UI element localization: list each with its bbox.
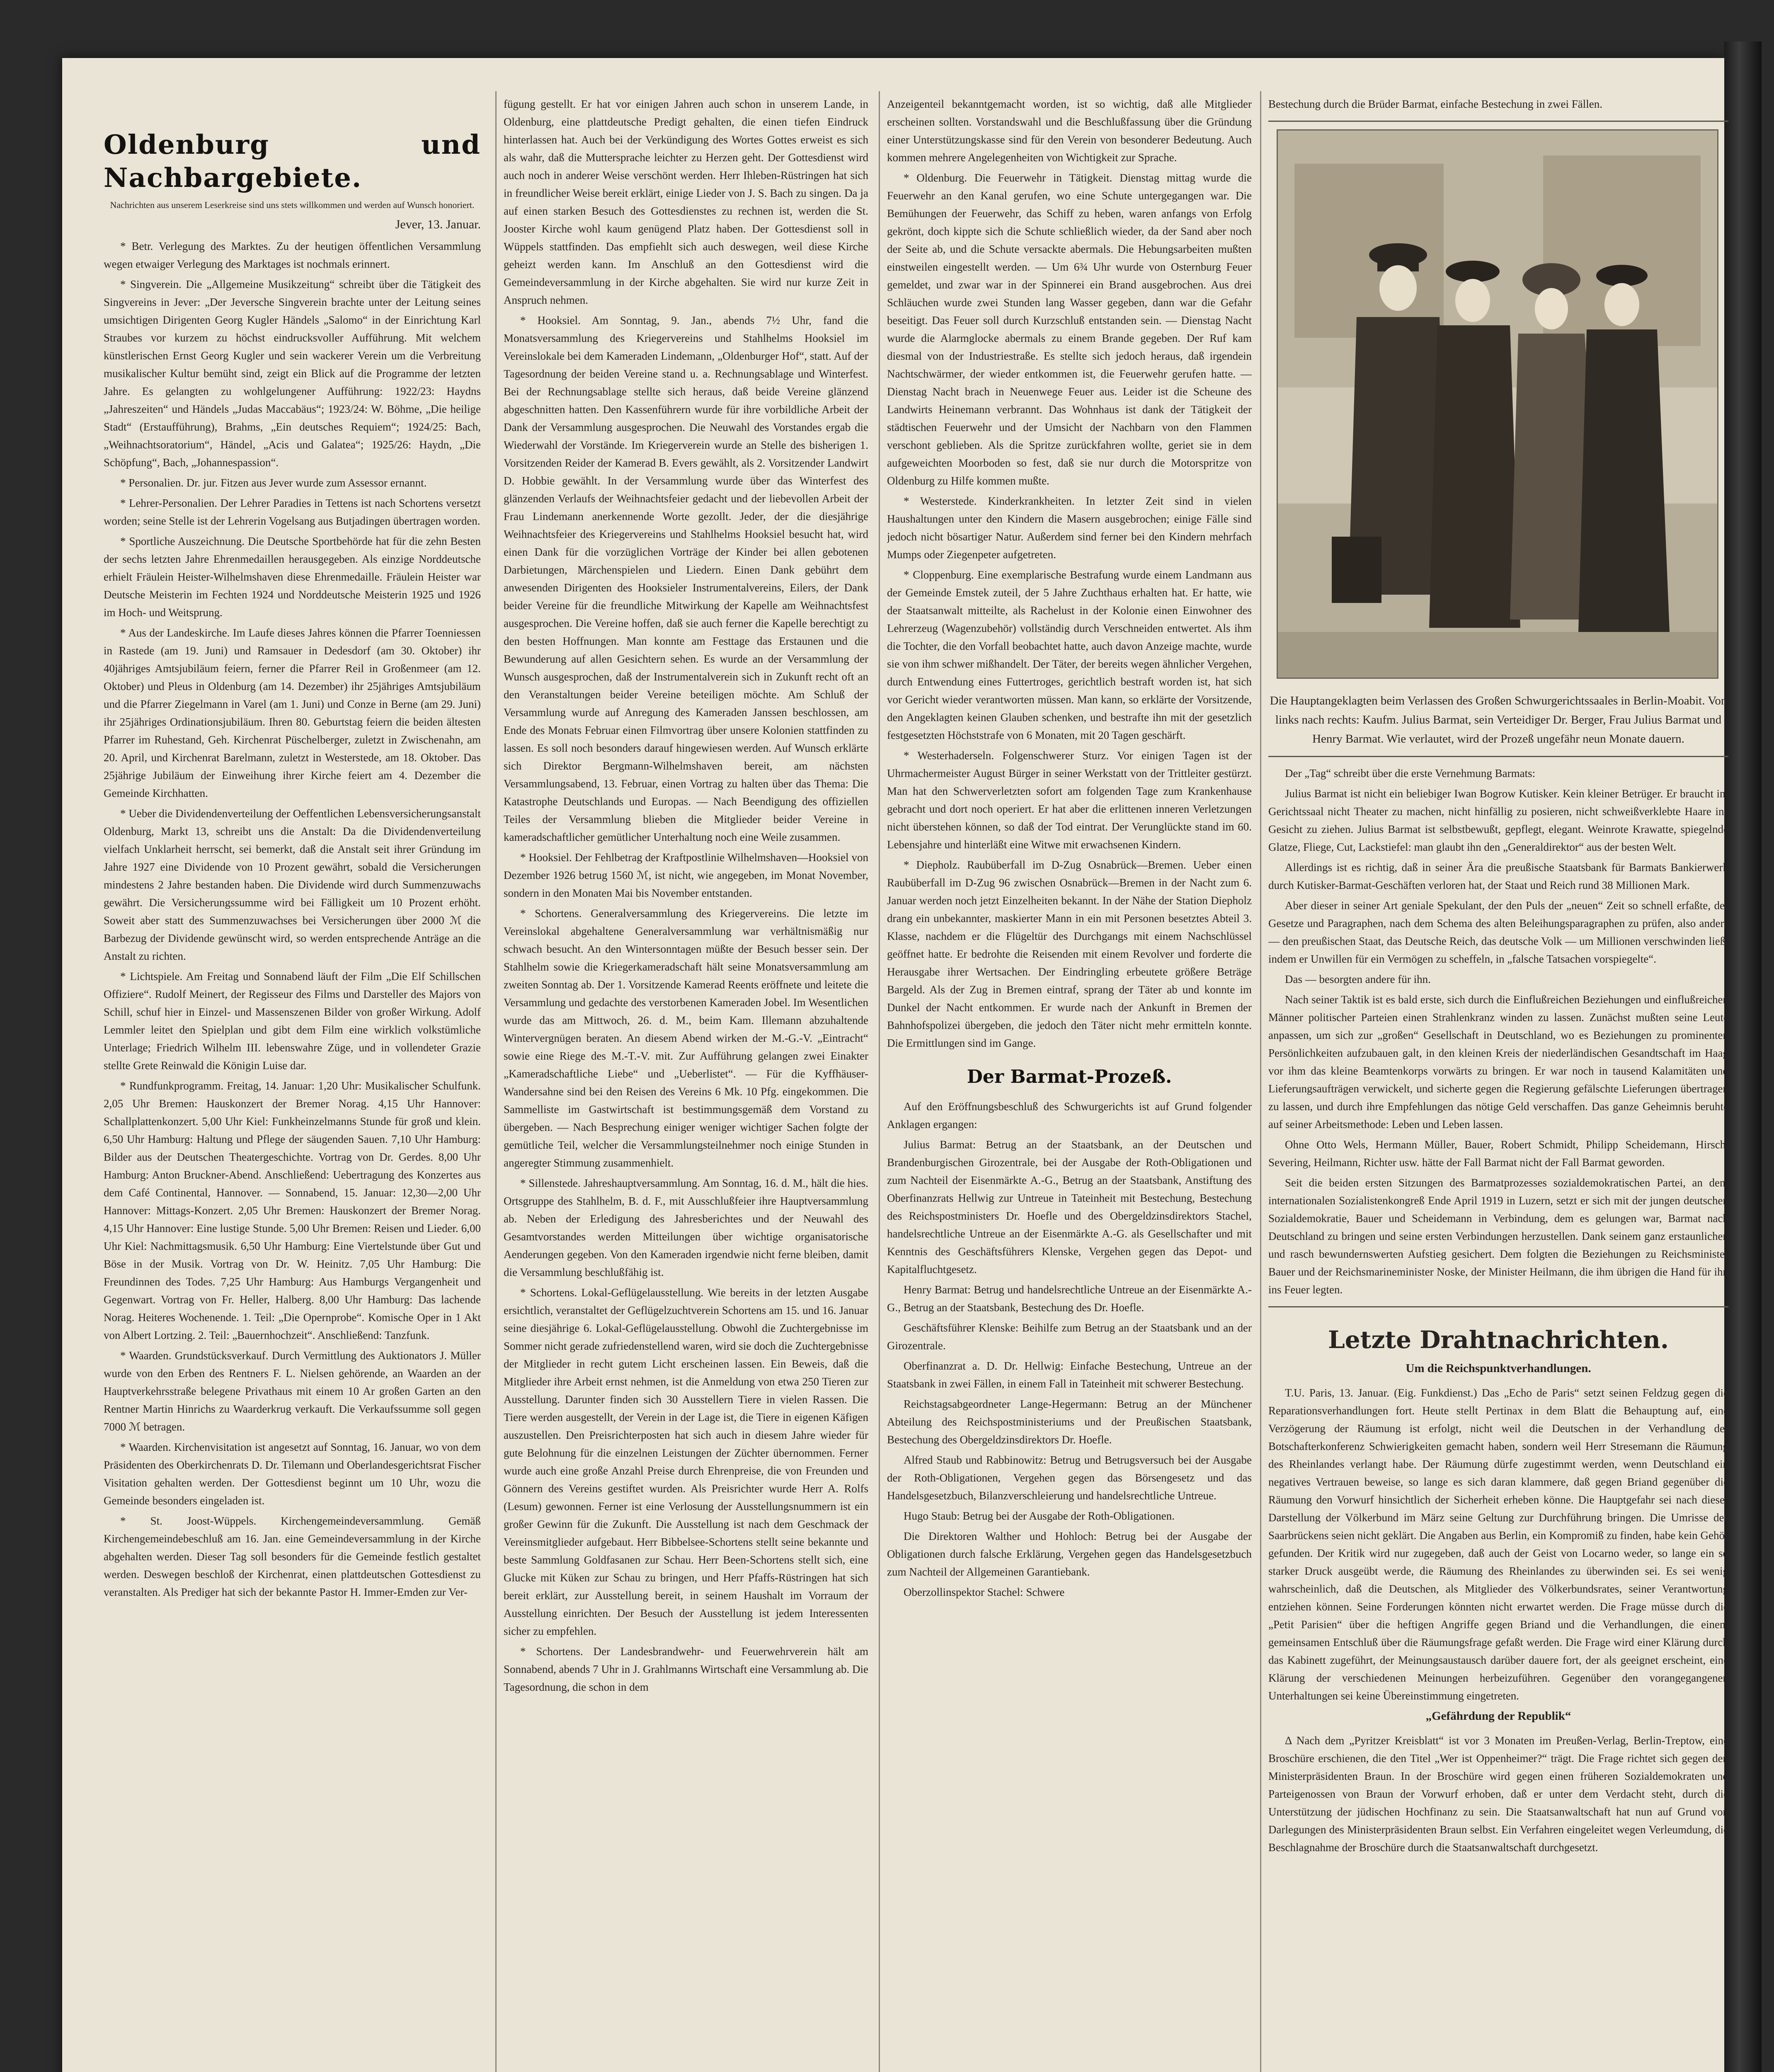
- article-paragraph: * Rundfunkprogramm. Freitag, 14. Januar: 1,20 Uhr: Musikalischer Schulfunk. 2,05 Uhr Bremen: Hauskonzert der Bremer Norag. 4,15 Uhr Hannover: Schallplattenkonzert. 5,00 Uhr Kiel: Funkheinzelmanns Stunde für groß und klein. 6,50 Uhr Hamburg: Haltung und Pflege der säugenden Sauen. 7,10 Uhr Hamburg: Bilder aus der Deutschen Theatergeschichte. Vortrag von Dr. Gerdes. 8,00 Uhr Hamburg: Anton Bruckner-Abend. Anschließend: Uebertragung des Konzertes aus dem Café Continental, Hannover. — Sonnabend, 15. Januar: 12,30—2,00 Uhr Hannover: Mittags-Konzert. 2,05 Uhr Bremen: Hauskonzert der Bremer Norag. 4,15 Uhr Hannover: Eine lustige Stunde. 5,00 Uhr Bremen: Reisen und Lieder. 6,00 Uhr Kiel: Nachmittagsmusik. 6,50 Uhr Hamburg: Eine Viertelstunde über Gut und Böse in der Musik. Vortrag von Dr. W. Heinitz. 7,05 Uhr Hamburg: Die Freundinnen des Todes. 7,25 Uhr Hamburg: Aus Hamburgs Vergangenheit und Gegenwart. Vortrag von Fr. Heller, Halberg. 8,00 Uhr Hamburg: Das lachende Norag. Heiteres Wochenende. 1. Teil: „Die Opernprobe“. Komische Oper in 1 Akt von Albert Lortzing. 2. Teil: „Bauernhochzeit“. Anschließend: Tanzfunk.: [104, 1080, 481, 1341]
- article-paragraph: Ohne Otto Wels, Hermann Müller, Bauer, Robert Schmidt, Philipp Scheidemann, Hirsch, Severing, Heilmann, Richter usw. hätte der Fall Barmat nicht der Fall Barmat geworden.: [1268, 1138, 1728, 1169]
- article-paragraph: * Schortens. Generalversammlung des Kriegervereins. Die letzte im Vereinslokal abgehaltene Generalversammlung war verhältnismäßig nur schwach besucht. An den Wintersonntagen müßte der Besuch besser sein. Der Stahlhelm sowie die Kriegerkameradschaft hält seine Monatsversammlung am zweiten Sonntag ab. Der 1. Vorsitzende Kamerad Reents eröffnete und leitete die Versammlung und gedachte des verstorbenen Kameraden Jobel. Im Wesentlichen wurde das am Mittwoch, 26. d. M., beim Kam. Illemann abzuhaltende Wintervergnügen beraten. An diesem Abend wirken der M.-G.-V. „Eintracht“ sowie eine Riege des M.-T.-V. mit. Zur Aufführung gelangen zwei Einakter „Kameradschaftliche Liebe“ und „Ueberlistet“. — Für die Kyffhäuser-Wandersahne sind bei den Reisen des Vereins 6 Mk. 10 Pfg. eingekommen. Die Sammelliste im Gastwirtschaft ist bestimmungsgemäß dem Vorstand zu übergeben. — Nach Besprechung einiger weniger wichtiger Sachen folgte der gemütliche Teil, welcher die Versammlungsteilnehmer noch einige Stunden in angeregter Stimmung zusammenhielt.: [504, 907, 868, 1169]
- article-paragraph: fügung gestellt. Er hat vor einigen Jahren auch schon in unserem Lande, in Oldenburg, eine plattdeutsche Predigt gehalten, die einen tiefen Eindruck hinterlassen hat. Auch bei der Verkündigung des Wortes Gottes erweist es sich als wahr, daß die Muttersprache leichter zu Herzen geht. Der Gottesdienst wird auch noch in anderer Weise verschönt werden. Herr Ihleben-Rüstringen hat sich in freundlicher Weise bereit erklärt, einige Lieder von J. S. Bach zu singen. Da ja auf einen starken Besuch des Gottesdienstes zu rechnen ist, werden die St. Jooster Kirche wohl kaum genügend Platz haben. Der Gottesdienst soll in Wüppels stattfinden. Das empfiehlt sich auch deswegen, weil diese Kirche geheizt werden kann. Im Anschluß an den Gottesdienst wird die Gemeindeversammlung in der Kirche abgehalten. Sie wird nur kurze Zeit in Anspruch nehmen.: [504, 98, 868, 306]
- news-articles: [1268, 1384, 1728, 1857]
- article-paragraph: * Diepholz. Raubüberfall im D-Zug Osnabrück—Bremen. Ueber einen Raubüberfall im D-Zug 96 zwischen Osnabrück—Bremen in der Nacht zum 6. Januar werden noch jetzt Einzelheiten bekannt. In der Nähe der Station Diepholz drang ein unbekannter, maskierter Mann in ein mit Personen besetztes Abteil 3. Klasse, nachdem er die Flügeltür des Durchgangs mit einem Nachschlüssel geöffnet hatte. Er bedrohte die Reisenden mit einem Revolver und forderte die Herausgabe ihrer Wertsachen. Der Eindringling erbeutete größere Beträge Bargeld. Als der Zug in Bremen eintraf, sprang der Täter ab und konnte im Dunkel der Nacht entkommen. Er wurde nach der Ankunft in Bremen der Bahnhofspolizei übergeben, die jedoch den Täter nicht mehr ermitteln konnte. Die Ermittlungen sind im Gange.: [887, 859, 1252, 1049]
- divider: [1268, 756, 1728, 757]
- article-paragraph: Δ Nach dem „Pyritzer Kreisblatt“ ist vor 3 Monaten im Preußen-Verlag, Berlin-Treptow, eine Broschüre erschienen, die den Titel „Wer ist Oppenheimer?“ trägt. Die Frage richtet sich gegen den Ministerpräsidenten Braun. In der Broschüre wird gegen einen früheren Sozialdemokraten und Parteigenossen von Braun der Vorwurf erhoben, daß er unter dem Verdacht steht, durch die Unterstützung der jüdischen Hochfinanz zu sein. Die Staatsanwaltschaft hat nun auf Grund von Darlegungen des Ministerpräsidenten Braun selbst. Ein Verfahren eingeleitet wegen Verleumdung, die Beschlagnahme der Broschüre durch die Staatsanwaltschaft durchgesetzt.: [1268, 1734, 1728, 1854]
- article-paragraph: * Westerhaderseln. Folgenschwerer Sturz. Vor einigen Tagen ist der Uhrmachermeister August Bürger in seiner Werkstatt von der Trittleiter gestürzt. Man hat den Schwerverletzten sofort am folgenden Tage zum Krankenhause gebracht und dort noch operiert. Er hat aber die erlittenen inneren Verletzungen nicht überstehen können, so daß der Tod eintrat. Der Verunglückte stand im 60. Lebensjahre und hinterläßt eine Witwe mit erwachsenen Kindern.: [887, 749, 1252, 851]
- column-rule: [879, 91, 880, 2072]
- photo-illustration: [1278, 131, 1717, 678]
- article-paragraph: * Personalien. Dr. jur. Fitzen aus Jever wurde zum Assessor ernannt.: [120, 477, 427, 489]
- article-paragraph: Der „Tag“ schreibt über die erste Vernehmung Barmats:: [1285, 767, 1536, 779]
- article-paragraph: * Waarden. Kirchenvisitation ist angesetzt auf Sonntag, 16. Januar, wo von dem Präsidenten des Oberkirchenrats D. Dr. Tilemann und Oberlandesgerichtsrat Fischer Visitation gehalten werden. Der Gottesdienst beginnt um 10 Uhr, wozu die Gemeinde besonders eingeladen ist.: [104, 1441, 481, 1507]
- section-title-barmat: Der Barmat-Prozeß.: [967, 1066, 1172, 1087]
- carryover-text: Bestechung durch die Brüder Barmat, einfache Bestechung in zwei Fällen.: [1268, 98, 1602, 110]
- article-paragraph: Oberzollinspektor Stachel: Schwere: [904, 1586, 1065, 1598]
- article-paragraph: Seit die beiden ersten Sitzungen des Barmatprozesses sozialdemokratischen Partei, an dem internationalen Sozialistenkongreß Ende April 1919 in Luzern, setzt er sich mit der jungen deutschen Sozialdemokratie, Bauer und Scheidemann in Verbindung, dem es gelungen war, Barmat nach Deutschland zu bringen und seine ersten Verbindungen herzustellen. Dank seinem ganz erstaunlichen und rasch bewundernswerten Aufstieg gesichert. Dem folgten die Beziehungen zu Reichsminister Bauer und der Reichsmarineminister Noske, der Minister Heilmann, die ihm übrigen die Hand für ihn ins Feuer legten.: [1268, 1176, 1728, 1296]
- article-paragraph: Auf den Eröffnungsbeschluß des Schwurgerichts ist auf Grund folgender Anklagen ergangen:: [887, 1100, 1252, 1130]
- article-paragraph: Die Direktoren Walther und Hohloch: Betrug bei der Ausgabe der Obligationen durch falsche Erklärung, Vergehen gegen das Handelsgesetzbuch zum Nachteil der Allgemeinen Garantiebank.: [887, 1530, 1252, 1578]
- article-paragraph: * Oldenburg. Die Feuerwehr in Tätigkeit. Dienstag mittag wurde die Feuerwehr an den Kanal gerufen, wo eine Schute untergegangen war. Die Bemühungen der Feuerwehr, das Schiff zu heben, waren anfangs von Erfolg gekrönt, doch kippte sich die Schute schließlich wieder, da der Sand aber noch der Seite ab, und die Schute versackte abermals. Die Hebungsarbeiten mußten einstweilen eingestellt werden. — Um 6¾ Uhr wurde von Osternburg Feuer gemeldet, und zwar war in der Spinnerei ein Brand ausgebrochen. Aus drei Schläuchen wurde zwei Stunden lang Wasser gegeben, dann war die Gefahr beseitigt. Das Feuer soll durch Kurzschluß entstanden sein. — Dienstag Nacht wurde die Alarmglocke abermals zu einem Brande gegeben. Der Ruf kam diesmal von der Industriestraße. Es stellte sich jedoch heraus, daß irgendein Nachtschwärmer, der wieder entkommen ist, die Feuerwehr gerufen hatte. — Dienstag Nacht brach in Neuenwege Feuer aus. Leider ist die Scheune des Landwirts Heinemann verbrannt. Das Wohnhaus ist dank der Tätigkeit der städtischen Feuerwehr und der Umsicht der Nachbarn von den Flammen verschont geblieben. Als die Spritze zurückfahren wollte, geriet sie in dem aufgeweichten Moorboden so fest, daß sie nur durch die Motorspritze von Oldenburg zu Hilfe kommen mußte.: [887, 172, 1252, 487]
- section-subtitle: Nachrichten aus unserem Leserkreise sind uns stets willkommen und werden auf Wunsch honoriert.: [110, 200, 475, 210]
- article-paragraph: * Hooksiel. Am Sonntag, 9. Jan., abends 7½ Uhr, fand die Monatsversammlung des Kriegervereins und Stahlhelms Hooksiel im Vereinslokale bei dem Kameraden Lindemann, „Oldenburger Hof“, statt. Auf der Tagesordnung der beiden Vereine stand u. a. Rechnungsablage und Winterfest. Bei der Rechnungsablage stellte sich heraus, daß beide Vereine glänzend abgeschnitten hatten. Den Kassenführern wurde für ihre vorbildliche Arbeit der Dank der Versammlung ausgesprochen. Die Neuwahl des Vorstandes ergab die Wiederwahl der Vorstände. Im Kriegerverein wurde an Stelle des bisherigen 1. Vorsitzenden Reider der Kamerad B. Evers gewählt, als 2. Vorsitzender Landwirt D. Hobbie gewählt. In der Versammlung wurde über das Winterfest des glänzenden Verlaufs der Weihnachtsfeier gedacht und der liebevollen Arbeit der Frau Lindemann anerkennende Worte gezollt. Jeder, der die diesjährige Weihnachtsfeier des Kriegervereins und Stahlhelms Hooksiel besucht hat, wird einen Dank für die vorzüglichen Vorträge der Kinder bei allen gebotenen Darbietungen, Märchenspielen und Liedern. Einen Dank gebührt dem anwesenden Dirigenten des Hooksieler Instrumentalvereins, Eilers, der Dank beider Vereine für die freundliche Mitwirkung der Kapelle am Weihnachtsfest ausgesprochen. Die Vereine hoffen, daß sie auch ferner die Kapelle berechtigt zu den besten Hoffnungen. Man konnte am Festtage das Erstaunen und die Bewunderung auf allen Gesichtern sehen. Es wurde an der Versammlung der Wunsch ausgesprochen, daß der Instrumentalverein sich in Zukunft recht oft an den Veranstaltungen beider Vereine beteiligen möchte. Am Schluß der Versammlung wurde auf Anregung des Kameraden Janssen beschlossen, am Ende des Monats Februar einen Filmvortrag über unsere Kolonien stattfinden zu lassen. Es soll noch besonders darauf hingewiesen werden. Auf Wunsch erklärte sich Direktor Bergmann-Wilhelmshaven bereit, am nächsten Versammlungsabend, 13. Februar, einen Vortrag zu halten über das Thema: Die Katastrophe Deutschlands und Europas. — Nach Beendigung des offiziellen Teiles der Versammlung blieben die Mitglieder beider Vereine in kameradschaftlicher gemütlicher Unterhaltung noch eine Weile zusammen.: [504, 314, 868, 843]
- article-paragraph: Allerdings ist es richtig, daß in seiner Ära die preußische Staatsbank für Barmats Bankierwerk durch Kutisker-Barmat-Geschäften verloren hat, der Staat und Reich rund 38 Millionen Mark.: [1268, 861, 1728, 891]
- section-title-oldenburg: Oldenburg und Nachbargebiete.: [104, 129, 481, 194]
- column-3-articles: [887, 95, 1252, 1601]
- column-2: [504, 95, 868, 2072]
- article-paragraph: * Ueber die Dividendenverteilung der Oeffentlichen Lebensversicherungsanstalt Oldenburg, Markt 13, schreibt uns die Anstalt: Da die Dividendenverteilung vielfach Unklarheit herrscht, sei bemerkt, daß die Anstalt seit ihrer Gründung im Jahre 1927 eine Dividende von 10 Prozent gewährt, sobald die Versicherungen mindestens 2 Jahre bestanden haben. Die Dividende wird durch Summenzuwachs gewährt. Die Versicherungssumme wird bei Fälligkeit um 10 Prozent erhöht. Soweit aber statt des Summenzuwachses bei Versicherungen über 2000 ℳ die Barbezug der Dividende gewünscht wird, so werden entsprechende Anträge an die Anstalt zu richten.: [104, 807, 481, 962]
- article-paragraph: * Betr. Verlegung des Marktes. Zu der heutigen öffentlichen Versammlung wegen etwaiger Verlegung des Marktages ist nochmals erinnert.: [104, 240, 481, 270]
- article-paragraph: Oberfinanzrat a. D. Dr. Hellwig: Einfache Bestechung, Untreue an der Staatsbank in zwei Fällen, in einem Fall in Tateinheit mit schwerer Bestechung.: [887, 1360, 1252, 1390]
- column-2-articles: [504, 95, 868, 1696]
- barmat-trial-photo: [1277, 129, 1718, 679]
- article-paragraph: T.U. Paris, 13. Januar. (Eig. Funkdienst.) Das „Echo de Paris“ setzt seinen Feldzug gegen die Reparationsverhandlungen fort. Heute stellt Pertinax in dem Blatt die Behauptung auf, eine Verzögerung der Räumung ist erfolgt, nicht weil die Deutschen in der Verhandlung der Botschafterkonferenz Schwierigkeiten gemacht haben, sondern weil Herr Stresemann die Räumung des Rheinlandes verlangt habe. Der Räumung dürfe zugestimmt werden, wenn Deutschland ein negatives Vertrauen beweise, so lange es sich daran klammere, daß gegen Briand gegenüber die Räumung den Vorwurf hinsichtlich der Sicherheit erheben könne. Die Hauptgefahr sei nach dieser Darstellung der Völkerbund im März seine Geltung zur Durchführung bringen. Die Umrisse des Saarbrückens seien nicht geklärt. Die Angaben aus Berlin, ein Kompromiß zu finden, habe kein Gehör gefunden. Der Kritik wird nur zugegeben, daß auch der Geist von Locarno weder, so lange ein so starker Druck ausgeübt werde, die Räumung des Rheinlandes zu überwinden sei. Es sei wenig wahrscheinlich, daß die Deutschen, als Mitglieder des Völkerbundsrates, seiner Verantwortung entziehen können. Seine Forderungen könnten nicht erwartet werden. Die Frage müsse durch die „Petit Parisien“ über die heftigen Angriffe gegen Briand und die Verhandlungen, die einem gemeinsamen Entschluß über die Räumungsfrage gefaßt werden. Die Frage wird einer Klärung durch das Kabinett zugeführt, der Meinungsaustausch darüber dauere fort, der als geeignet erscheint, eine Klärung der verschiedenen Meinungen herbeizuführen. Gegenüber den vorangegangenen Unterhaltungen sei keine Übereinstimmung eingetreten.: [1268, 1387, 1728, 1702]
- article-paragraph: * Sillenstede. Jahreshauptversammlung. Am Sonntag, 16. d. M., hält die hies. Ortsgruppe des Stahlhelm, B. d. F., mit Ausschlußfeier ihre Hauptversammlung ab. Neben der Erledigung des Jahresberichtes und der Neuwahl des Gesamtvorstandes werden Mitteilungen über wichtige organisatorische Aenderungen gegeben. Von den Kameraden irgendwie nicht ferne bleiben, damit die Versammlung beschlußfähig ist.: [504, 1177, 868, 1278]
- column-1: [104, 95, 481, 2072]
- column-1-articles: [104, 237, 481, 1601]
- photo-caption: Die Hauptangeklagten beim Verlassen des Großen Schwurgerichtssaales in Berlin-Moabit. Von links nach rechts: Kaufm. Julius Barmat, sein Verteidiger Dr. Berger, Frau Julius Barmat und Henry Barmat. Wie verlautet, wird der Prozeß ungefähr neun Monate dauern.: [1270, 694, 1727, 746]
- article-paragraph: * St. Joost-Wüppels. Kirchengemeindeversammlung. Gemäß Kirchengemeindebeschluß am 16. Jan. eine Gemeindeversammlung in der Kirche abgehalten werden. Dieser Tag soll besonders für die Gemeinde festlich gestaltet werden. Deswegen beschloß der Kirchenrat, einen plattdeutschen Gottesdienst zu veranstalten. Als Prediger hat sich der bekannte Pastor H. Immer-Emden zur Ver-: [104, 1515, 481, 1598]
- column-rule: [495, 91, 497, 2072]
- article-paragraph: * Schortens. Lokal-Geflügelausstellung. Wie bereits in der letzten Ausgabe ersichtlich, veranstaltet der Geflügelzuchtverein Schortens am 15. und 16. Januar seine diesjährige 6. Lokal-Geflügelausstellung. Obwohl die Zuchtergebnisse im Sommer nicht gerade zufriedenstellend waren, wird sie doch die Zuchtergebnisse der Mitglieder in recht gutem Licht erscheinen lassen. Ein Beweis, daß die Mitglieder ihre Arbeit ernst nehmen, ist die Anmeldung von etwa 250 Tieren zur Ausstellung. Darunter finden sich 30 Ausstellern Tiere in vielen Rassen. Die Tiere werden ausgestellt, der Verein in der Lage ist, die Tiere in eigenen Käfigen auszustellen. Den Preisrichterposten hat sich auch in diesem Jahre wieder für gute Belohnung für die einzelnen Leistungen der Züchter übernommen. Ferner wurde auch eine große Anzahl Preise durch Ehrenpreise, die von Freunden und Gönnern des Vereins gestiftet wurden. Als Preisrichter wurde Herr A. Rolfs (Lesum) gewonnen. Ferner ist eine Verlosung der Ausstellungsnummern ist ein großer Gewinn für die Zukunft. Die Ausstellung ist nach dem Geschmack der Vereinsmitglieder aufgebaut. Herr Bibbelsee-Schortens stellt seine bekannte und beste Sammlung Goldfasanen zur Schau. Herr Been-Schortens stellt sich, eine Glucke mit Küken zur Schau zu bringen, und Herr Pfaffs-Rüstringen hat sich bereit erklärt, zur Ausstellung bereit, in seinem Haushalt im Vorraum der Ausstellung einrichten. Der Besuch der Ausstellung ist jedem Interessenten sicher zu empfehlen.: [504, 1286, 868, 1637]
- divider: [1268, 121, 1728, 122]
- article-paragraph: * Cloppenburg. Eine exemplarische Bestrafung wurde einem Landmann aus der Gemeinde Emstek zuteil, der 5 Jahre Zuchthaus erhalten hat. Er hatte, wie der Staatsanwalt mitteilte, als Rachelust in der Kolonie einen Einwohner des Lehrerzeug (Wagenzubehör) vollständig durch Verschneiden entwertet. Als ihm die Tochter, die den Vorfall beobachtet hatte, auch davon Anzeige machte, wurde sie von ihm schwer mißhandelt. Der Täter, der bereits wegen ähnlicher Vergehen, durch Entwendung eines Futtertroges, gerichtlich bestraft worden ist, hat sich vor Gericht wieder verantworten müssen. Man kann, so erklärte der Vorsitzende, den Angeklagten keinen Glauben schenken, und bestrafte ihn mit der gesetzlich festgesetzten Höchststrafe von 6 Monaten, mit 20 Tagen geschärft.: [887, 569, 1252, 741]
- article-paragraph: Aber dieser in seiner Art geniale Spekulant, der den Puls der „neuen“ Zeit so schnell erfaßte, der Gesetze und Paragraphen, nach dem Schema des alten Beleihungsparagraphen zu prüfen, also anders — den preußischen Staat, das Deutsche Reich, das deutsche Volk — um Millionen verschwinden ließ, indem er Unwillen für ein Vermögen zu scheffeln, in „falsche Tatsachen vorspiegelte“.: [1268, 899, 1728, 965]
- article-paragraph: Hugo Staub: Betrug bei der Ausgabe der Roth-Obligationen.: [904, 1510, 1175, 1522]
- article-paragraph: Reichstagsabgeordneter Lange-Hegermann: Betrug an der Münchener Abteilung des Reichspostministeriums und der Preußischen Staatsbank, Bestechung des Obergeldzinsdirektors Dr. Hoefle.: [887, 1398, 1252, 1446]
- article-paragraph: Das — besorgten andere für ihn.: [1285, 973, 1431, 985]
- column-rule: [1260, 91, 1261, 2072]
- article-paragraph: * Schortens. Der Landesbrandwehr- und Feuerwehrverein hält am Sonnabend, abends 7 Uhr in J. Grahlmanns Wirtschaft eine Versammlung ab. Die Tagesordnung, die schon in dem: [504, 1645, 868, 1693]
- news-subhead: „Gefährdung der Republik“: [1425, 1709, 1571, 1723]
- article-paragraph: * Sportliche Auszeichnung. Die Deutsche Sportbehörde hat für die zehn Besten der sechs letzten Jahre Ehrenmedaillen herausgegeben. Als einzige Norddeutsche erhielt Fräulein Heister-Wilhelmshaven diese Ehrenmedaille. Fräulein Heister war Deutsche Meisterin im Fechten 1924 und Norddeutsche Meisterin 1925 und 1926 im Hoch- und Weitsprung.: [104, 535, 481, 619]
- column-3: [887, 95, 1252, 2072]
- article-paragraph: Anzeigenteil bekanntgemacht worden, ist so wichtig, daß alle Mitglieder erscheinen sollten. Vorstandswahl und die Beschlußfassung über die Gründung einer Unterstützungskasse sind für den Verein von besonderer Bedeutung. Auch kommen mehrere Angelegenheiten von Wichtigkeit zur Sprache.: [887, 98, 1252, 164]
- column-4: [1268, 95, 1728, 2072]
- article-paragraph: * Hooksiel. Der Fehlbetrag der Kraftpostlinie Wilhelmshaven—Hooksiel von Dezember 1926 betrug 1560 ℳ, ist nicht, wie angegeben, im Monat November, sondern in den Monaten Mai bis November entstanden.: [504, 851, 868, 899]
- dateline: Jever, 13. Januar.: [395, 218, 481, 231]
- article-paragraph: * Singverein. Die „Allgemeine Musikzeitung“ schreibt über die Tätigkeit des Singvereins in Jever: „Der Jeversche Singverein brachte unter der Leitung seines umsichtigen Dirigenten Georg Kugler Händels „Salomo“ in der Einrichtung Karl Straubes vor kurzem zu höchst eindrucksvoller Aufführung. Mit welchem künstlerischen Ernst Georg Kugler und sein wackerer Verein um die Verbreitung musikalischer Kultur bemüht sind, zeigt ein Blick auf die Programme der letzten Jahre. Es gelangten zu wohlgelungener Aufführung: 1922/23: Haydns „Jahreszeiten“ und Händels „Judas Maccabäus“; 1923/24: W. Böhme, „Die heilige Stadt“ (Erstaufführung), Brahms, „Ein deutsches Requiem“; 1924/25: Bach, „Weihnachtsoratorium“, Händel, „Acis und Galatea“; 1925/26: Haydn, „Die Schöpfung“, Bach, „Johannespassion“.: [104, 278, 481, 469]
- article-paragraph: * Waarden. Grundstücksverkauf. Durch Vermittlung des Auktionators J. Müller wurde von den Erben des Rentners F. L. Nielsen gehörende, an Waarden an der Hauptverkehrsstraße belegene Privathaus mit einem 10 Ar großen Garten an den Rentner Martin Hinrichs zu Waarderkrug verkauft. Die Verkaufssumme soll gegen 7000 ℳ betragen.: [104, 1349, 481, 1433]
- divider: [1268, 1306, 1728, 1307]
- article-paragraph: * Lehrer-Personalien. Der Lehrer Paradies in Tettens ist nach Schortens versetzt worden; seine Stelle ist der Lehrerin Vogelsang aus Butjadingen übertragen worden.: [104, 497, 481, 527]
- column-4-articles: [1268, 765, 1728, 1299]
- article-paragraph: Geschäftsführer Klenske: Beihilfe zum Betrug an der Staatsbank und an der Girozentrale.: [887, 1322, 1252, 1352]
- article-paragraph: Julius Barmat: Betrug an der Staatsbank, an der Deutschen und Brandenburgischen Girozentrale, bei der Ausgabe der Roth-Obligationen und zum Nachteil der Eisenmärkte A.-G., Betrug an der Staatsbank, Anstiftung des Oberfinanzrats Hellwig zur Untreue in Tateinheit mit Bestechung, Bestechung des Reichspostministers Dr. Hoefle und des Obergeldzinsdirektors Stachel, handelsrechtliche Untreue an der Eisenmärkte A.-G. als Gesellschafter und mit Kenntnis des Geschäftsführers Klenske, Vergehen gegen das Depot- und Kapitalfluchtgesetz.: [887, 1138, 1252, 1276]
- article-paragraph: Julius Barmat ist nicht ein beliebiger Iwan Bogrow Kutisker. Kein kleiner Betrüger. Er braucht im Gerichtssaal nicht Theater zu machen, nicht hinfällig zu posieren, nicht schweißverklebte Haare ins Gesicht zu ziehen. Julius Barmat ist selbstbewußt, gepflegt, elegant. Weinrote Krawatte, spiegelnde Glatze, Fliege, Cut, Lackstiefel: man glaubt ihn den „Generaldirektor“ aus der besten Welt.: [1268, 787, 1728, 853]
- article-paragraph: * Lichtspiele. Am Freitag und Sonnabend läuft der Film „Die Elf Schillschen Offiziere“. Rudolf Meinert, der Regisseur des Films und Darsteller des Majors von Schill, schuf hier in Einzel- und Massenszenen Bilder von großer Wirkung. Adolf Lemmler leitet den Spielplan und gibt dem Film eine wirklich volkstümliche Unterlage; Friedrich Wilhelm III. lebenswahre Züge, und in vollendeter Grazie stellte Grete Reinwald die Königin Luise dar.: [104, 970, 481, 1072]
- section-title-latest-news: Letzte Drahtnachrichten.: [1328, 1326, 1669, 1354]
- article-paragraph: Alfred Staub und Rabbinowitz: Betrug und Betrugsversuch bei der Ausgabe der Roth-Obligationen, Vergehen gegen das Börsengesetz und das Handelsgesetzbuch, Bilanzverschleierung und handelsrechtliche Untreue.: [887, 1454, 1252, 1502]
- section-subtitle-news: Um die Reichspunktverhandlungen.: [1406, 1362, 1591, 1375]
- article-paragraph: * Aus der Landeskirche. Im Laufe dieses Jahres können die Pfarrer Toenniessen in Rastede (am 19. Juni) und Ramsauer in Dedesdorf (am 30. Oktober) ihr 40jähriges Amtsjubiläum feiern, ferner die Pfarrer Reil in Großenmeer (am 12. Oktober) und Pleus in Oldenburg (am 14. Dezember) ihr 25jähriges Amtsjubiläum und die Pfarrer Ziegelmann in Varel (am 1. Juni) und Conze in Berne (am 29. Juni) ihr 25jähriges Ordinationsjubiläum. Ihren 80. Geburtstag feiern die beiden ältesten Pfarrer im Ruhestand, Geh. Kirchenrat Püschelberger, zuletzt in Zwischenahn, am 20. April, und Kirchenrat Barelmann, zuletzt in Westerstede, am 18. Oktober. Das 25jährige Jubiläum der Einweihung ihrer Kirche feiert am 4. Dezember die Gemeinde Kirchhatten.: [104, 627, 481, 799]
- article-paragraph: Nach seiner Taktik ist es bald erste, sich durch die Einflußreichen Beziehungen und einflußreichen Männer politischer Parteien einen Strahlenkranz winden zu lassen. Zunächst mußten seine Leute anpassen, um sich zur „großen“ Gesellschaft in Deutschland, wo es Beziehungen zu prominenten Persönlichkeiten aufzubauen galt, in den kleinen Kreis der niederländischen Gesandtschaft im Haag vor ihm das kleine Beamtenkorps vorwärts zu bringen. Er war noch in tausend Kalamitäten und Lieferungsaufträgen verwickelt, und sicherte gegen die Regierung gefälschte Lieferungen übertragen zu lassen, und durch ihre Empfehlungen das nötige Geld verschaffen. Das ganze Geheimnis beruhte auf seiner Arbeitsmethode: Leben und Leben lassen.: [1268, 993, 1728, 1130]
- article-paragraph: Henry Barmat: Betrug und handelsrechtliche Untreue an der Eisenmärkte A.-G., Betrug an der Staatsbank, Bestechung des Dr. Hoefle.: [887, 1283, 1252, 1314]
- binding-edge: [1724, 41, 1762, 2072]
- article-paragraph: * Westerstede. Kinderkrankheiten. In letzter Zeit sind in vielen Haushaltungen unter den Kindern die Masern ausgebrochen; einige Fälle sind jedoch nicht bösartiger Natur. Außerdem sind ferner bei den Kindern mehrfach Mumps oder Ziegenpeter aufgetreten.: [887, 495, 1252, 561]
